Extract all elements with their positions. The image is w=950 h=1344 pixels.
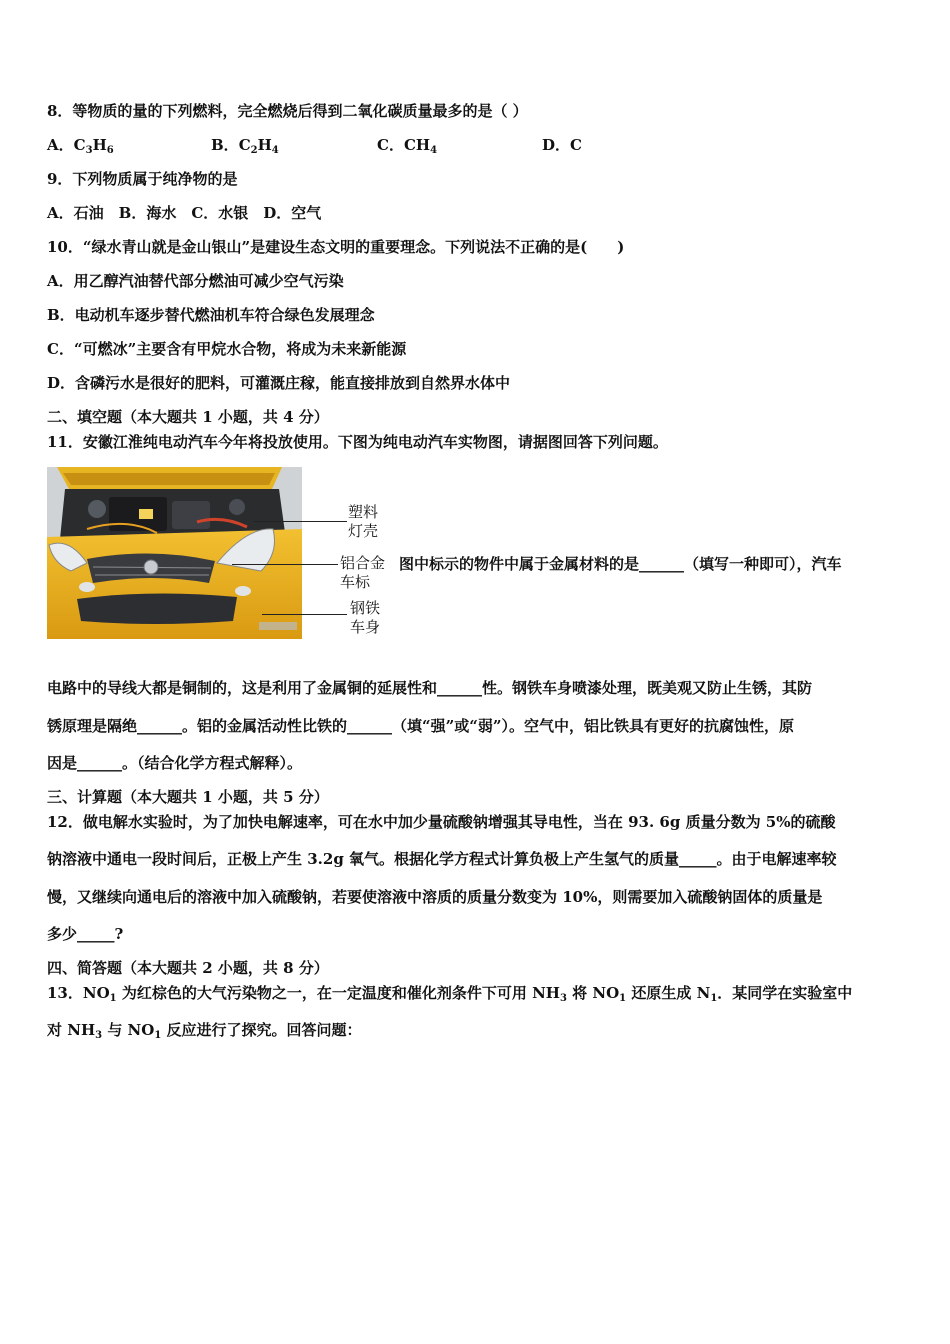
label-aluminum-alloy-emblem: 铝合金 车标 — [340, 554, 386, 591]
section-heading-fill-in: 二、填空题（本大题共 1 小题，共 4 分） — [47, 408, 329, 426]
q12-line1: 12．做电解水实验时，为了加快电解速率，可在水中加少量硫酸钠增强其导电性，当在 93. 6g 质量分数为 5%的硫酸 — [47, 813, 836, 831]
q12-line4: 多少_____? — [47, 925, 124, 943]
section-heading-calculation: 三、计算题（本大题共 1 小题，共 5 分） — [47, 788, 329, 806]
callout-line-steel — [262, 614, 347, 615]
q10-option-c: C．“可燃冰”主要含有甲烷水合物，将成为未来新能源 — [47, 340, 407, 358]
q8-option-a: A．$C_3H_6$ — [47, 136, 114, 156]
q8-option-d: D．C — [542, 136, 582, 154]
q11-line2: 锈原理是隔绝______。铝的金属活动性比铁的______（填“强”或“弱”）。空气中，铝比铁具有更好的抗腐蚀性，原 — [47, 717, 795, 735]
q11-line3: 因是______。（结合化学方程式解释）。 — [47, 754, 303, 772]
callout-line-plastic — [253, 521, 347, 522]
q9-options: A．石油 B．海水 C．水银 D．空气 — [47, 204, 322, 222]
q10-option-b: B．电动机车逐步替代燃油机车符合绿色发展理念 — [47, 306, 375, 324]
q11-question-part1: 图中标示的物件中属于金属材料的是______（填写一种即可），汽车 — [399, 555, 842, 573]
q8-option-b: B．$C_2H_4$ — [211, 136, 279, 156]
q12-line3: 慢，又继续向通电后的溶液中加入硫酸钠，若要使溶液中溶质的质量分数变为 10%，则需要加入硫酸钠固体的质量是 — [47, 888, 823, 906]
q10-option-a: A．用乙醇汽油替代部分燃油可减少空气污染 — [47, 272, 344, 290]
q9-stem: 9．下列物质属于纯净物的是 — [47, 170, 238, 188]
q10-stem: 10．“绿水青山就是金山银山”是建设生态文明的重要理念。下列说法不正确的是( ) — [47, 238, 625, 256]
q13-line1: 13．$NO_1$ 为红棕色的大气污染物之一，在一定温度和催化剂条件下可用 $NH_3$ 将 $NO_1$ 还原生成 $N_1$．某同学在实验室中 — [47, 984, 853, 1004]
q11-stem: 11．安徽江淮纯电动汽车今年将投放使用。下图为纯电动汽车实物图，请据图回答下列问题。 — [47, 433, 668, 451]
section-heading-short-answer: 四、简答题（本大题共 2 小题，共 8 分） — [47, 959, 329, 977]
callout-line-alloy — [232, 564, 338, 565]
label-plastic-lamp-shell: 塑料 灯壳 — [348, 503, 379, 540]
q11-line1: 电路中的导线大都是铜制的，这是利用了金属铜的延展性和______性。钢铁车身喷漆处理，既美观又防止生锈，其防 — [47, 679, 813, 697]
q13-line2: 对 $NH_3$ 与 $NO_1$ 反应进行了探究。回答问题： — [47, 1021, 362, 1041]
label-steel-body: 钢铁 车身 — [350, 599, 381, 636]
q8-option-c: C．$CH_4$ — [377, 136, 438, 156]
q12-line2: 钠溶液中通电一段时间后，正极上产生 3.2g 氧气。根据化学方程式计算负极上产生氢气的质量_____。由于电解速率较 — [47, 850, 837, 868]
q8-stem: 8．等物质的量的下列燃料，完全燃烧后得到二氧化碳质量最多的是（ ） — [47, 102, 528, 120]
q10-option-d: D．含磷污水是很好的肥料，可灌溉庄稼，能直接排放到自然界水体中 — [47, 374, 511, 392]
